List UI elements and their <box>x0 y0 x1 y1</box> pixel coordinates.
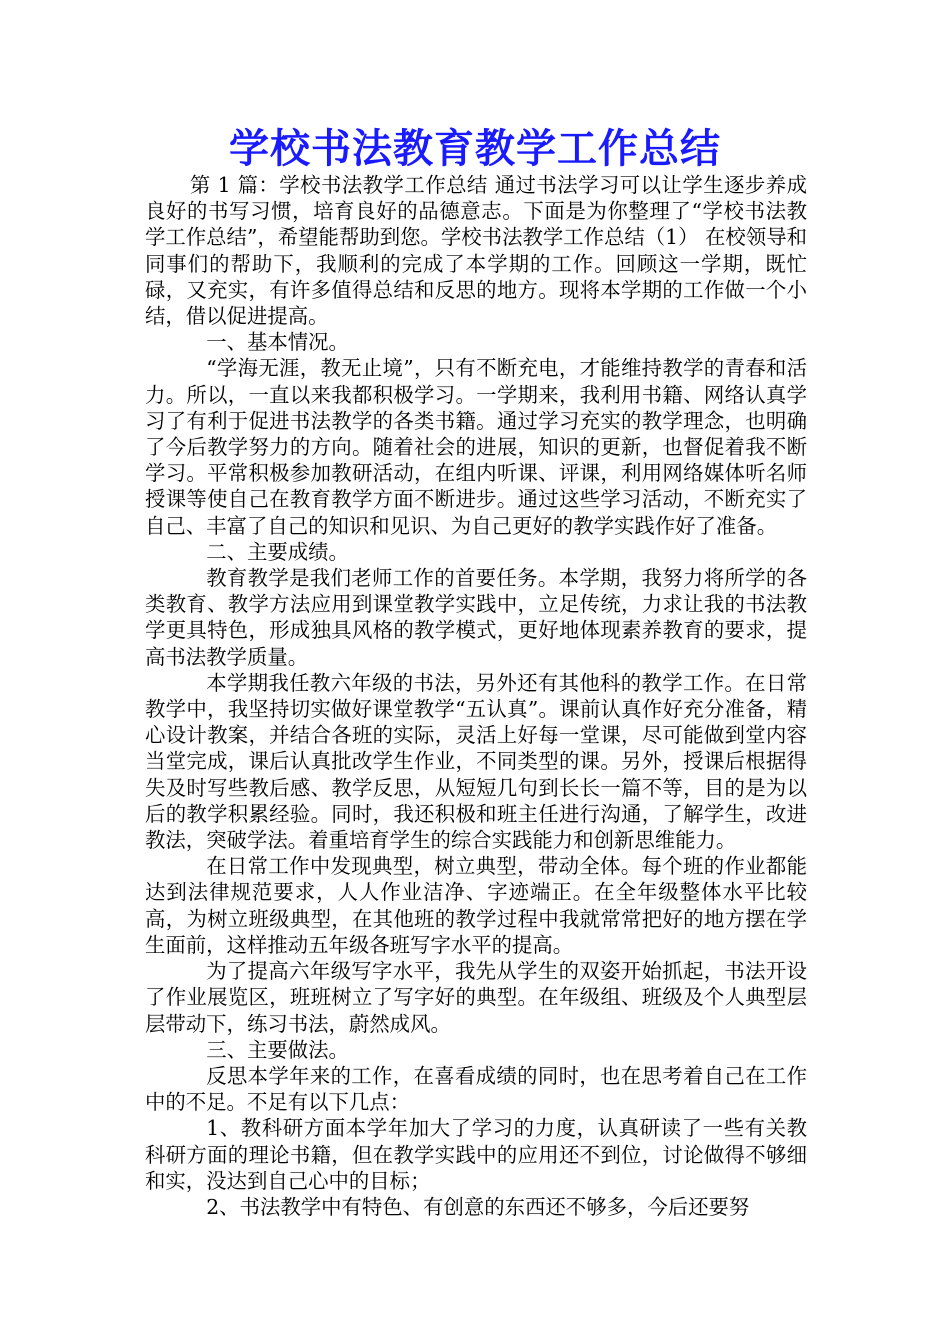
section-heading: 三、主要做法。 <box>206 1037 349 1062</box>
list-paragraph: 2、书法教学中有特色、有创意的东西还不够多，今后还要努 <box>206 1194 750 1219</box>
body-paragraph: 本学期我任教六年级的书法，另外还有其他科的教学工作。在日常教学中，我坚持切实做好课堂教学“五认真”。课前认真作好充分准备，精心设计教案，并结合各班的实际，灵活上好每一堂课，尽可能做到堂内容当堂完成，课后认真批改学生作业，不同类型的课。另外，授课后根据得失及时写些教后感、教学反思，从短短几句到长长一篇不等，目的是为以后的教学积累经验。同时，我还积极和班主任进行沟通，了解学生，改进教法，突破学法。着重培育学生的综合实践能力和创新思维能力。 <box>145 670 807 853</box>
body-paragraph: 为了提高六年级写字水平，我先从学生的双姿开始抓起，书法开设了作业展览区，班班树立了写字好的典型。在年级组、班级及个人典型层层带动下，练习书法，蔚然成风。 <box>145 959 807 1036</box>
body-paragraph: 在日常工作中发现典型，树立典型，带动全体。每个班的作业都能达到法律规范要求，人人作业洁净、字迹端正。在全年级整体水平比较高，为树立班级典型，在其他班的教学过程中我就常常把好的地方摆在学生面前，这样推动五年级各班写字水平的提高。 <box>145 854 807 957</box>
body-paragraph: 教育教学是我们老师工作的首要任务。本学期，我努力将所学的各类教育、教学方法应用到课堂教学实践中，立足传统，力求让我的书法教学更具特色，形成独具风格的教学模式，更好地体现素养教育的要求，提高书法教学质量。 <box>145 566 807 669</box>
section-heading: 二、主要成绩。 <box>206 539 349 564</box>
section-heading: 一、基本情况。 <box>206 330 349 355</box>
document-title: 学校书法教育教学工作总结 <box>229 125 721 172</box>
list-paragraph: 1、教科研方面本学年加大了学习的力度，认真研读了一些有关教科研方面的理论书籍，但在教学实践中的应用还不到位，讨论做得不够细和实，没达到自己心中的目标； <box>145 1116 807 1193</box>
intro-paragraph: 第 1 篇：学校书法教学工作总结 通过书法学习可以让学生逐步养成良好的书写习惯，培育良好的品德意志。下面是为你整理了“学校书法教学工作总结”，希望能帮助到您。学校书法教学工作总结（1） 在校领导和同事们的帮助下，我顺利的完成了本学期的工作。回顾这一学期，既忙碌，又充实，有许多值得总结和反思的地方。现将本学期的工作做一个小结，借以促进提高。 <box>145 173 807 329</box>
document-body <box>145 172 807 1220</box>
body-paragraph: 反思本学年来的工作，在喜看成绩的同时，也在思考着自己在工作中的不足。不足有以下几点： <box>145 1063 807 1115</box>
body-paragraph: “学海无涯，教无止境”，只有不断充电，才能维持教学的青春和活力。所以，一直以来我都积极学习。一学期来，我利用书籍、网络认真学习了有利于促进书法教学的各类书籍。通过学习充实的教学理念，也明确了今后教学努力的方向。随着社会的进展，知识的更新，也督促着我不断学习。平常积极参加教研活动，在组内听课、评课，利用网络媒体听名师授课等使自己在教育教学方面不断进步。通过这些学习活动，不断充实了自己、丰富了自己的知识和见识、为自己更好的教学实践作好了准备。 <box>145 356 807 538</box>
